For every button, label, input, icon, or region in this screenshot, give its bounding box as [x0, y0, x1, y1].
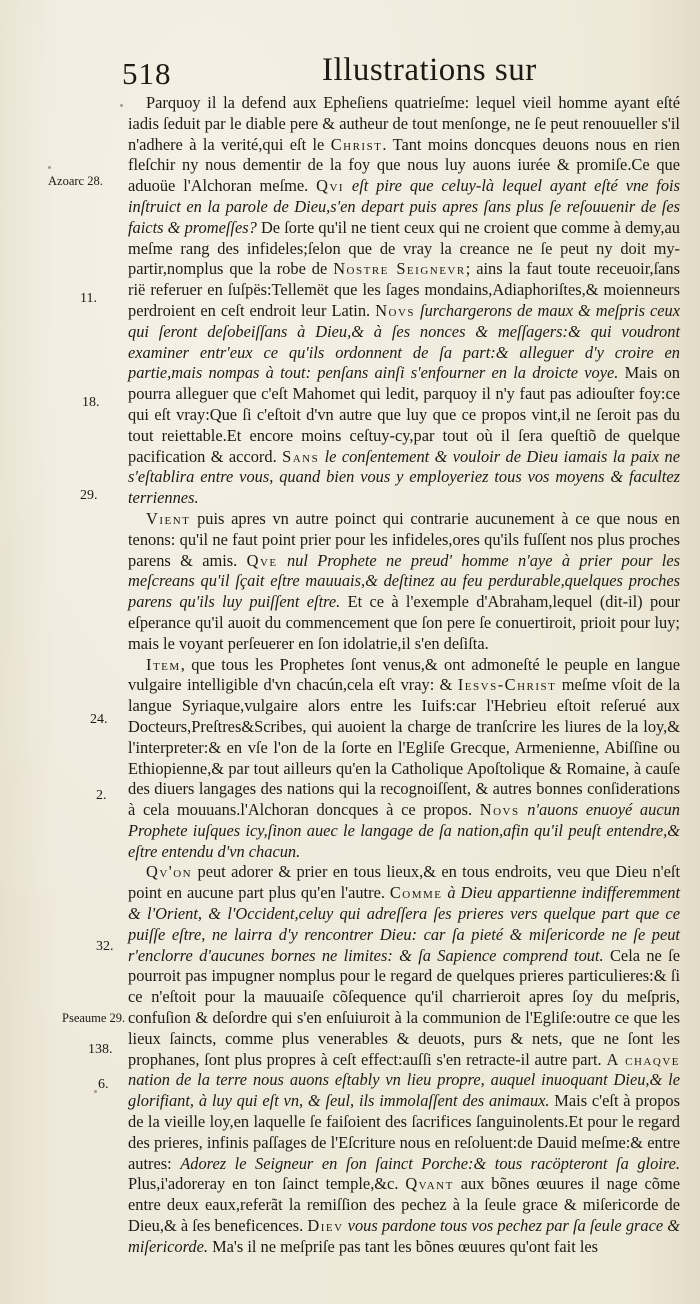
text-run: Plus,i'adoreray en ton ſainct temple,&c. — [128, 1174, 406, 1194]
running-title: Illustrations sur — [322, 52, 537, 88]
ink-speck — [48, 166, 51, 169]
margin-note: Azoarc 28. — [48, 174, 103, 188]
quoted-passage: nul Prophete ne preud' homme n'aye à prier pour les meſcreans qu'il ſçait eſtre mauuais,& deſtinez au feu perdurable,quelques proches parens qu'ils luy puiſſent eſtre. — [128, 550, 680, 612]
small-caps-word: Diev — [307, 1216, 344, 1236]
quoted-passage: n'auons enuoyé aucun Prophete iuſques icy,ſinon auec le langage de ſa nation,afin qu'il peuſt entendre,& eſtre entendu d'vn chacun. — [128, 800, 680, 861]
paragraph — [128, 655, 680, 863]
margin-note: 11. — [80, 291, 97, 306]
margin-note: 2. — [96, 788, 107, 803]
page-number: 518 — [122, 56, 172, 91]
text-run: Mais c'eſt à propos de la vieille loy,en laquelle ſe faiſoient des ſacrifices ſanguinolents.Et pour le regard des prieres, infinis paſſages de l'Eſcriture nous en reſoluent:de Dauid meſme:& entre autres: — [128, 1091, 680, 1173]
text-run: Ma's il ne meſpriſe pas tant les bõnes œuures qu'ont fait les — [207, 1236, 599, 1256]
small-caps-word: Qve — [246, 550, 278, 570]
small-caps-word: Iesvs-Christ — [457, 675, 557, 695]
ink-speck — [120, 104, 123, 107]
small-caps-word: Comme — [389, 883, 443, 903]
text-run: meſme vſoit de la langue Syriaque,vulgaire alors entre les Iuifs:car l'Hebrieu eſtoit reſerué aux Docteurs,Preſtres&Scribes, qui auoient la charge de tranſcrire les liures de la loy,& l'interpreter:& en vſe l'on de la ſorte en l'Egliſe Grecque, Armenienne, Abiſſine ou Ethiopienne,& par tout ailleurs qu'en la Catholique Apoſtolique & Romaine, à cauſe des diuers langages des nations qui la recognoiſſent, & autres bonnes conſiderations à cela mouuans.l'Alchoran doncques à ce propos. — [128, 675, 680, 820]
text-run: . Tant moins doncques deuons nous en rien fleſchir ny nous dementir de la foy que nous luy auons iurée & promiſe.Ce que aduoüe l'Alchoran meſme. — [128, 134, 680, 196]
margin-note: 138. — [88, 1042, 113, 1057]
quoted-passage: vous pardone tous vos pechez par ſa ſeule grace & miſericorde. — [128, 1216, 680, 1256]
quoted-passage: le conſentement & vouloir de Dieu iamais la paix ne s'eſtablira entre vous, quand bien vous y employeriez tous vos moyens & facultez terriennes. — [128, 446, 680, 508]
quoted-passage: eſt pire que celuy-là lequel ayant eſté vne fois inſtruict en la parole de Dieu,s'en depart puis apres ſans plus ſe reſouuenir de ſes faicts & promeſſes? — [128, 176, 680, 237]
margin-note: 18. — [82, 395, 100, 410]
text-run: Cela ne ſe pourroit pas impugner nomplus pour le regard de quelques prieres particulieres:& ſi ce n'eſtoit pour la mauuaiſe cõſequence qu'il charrieroit apres ſoy du meſpris, confuſion & deſordre qui s'en enſuiuroit à la communion de l'Egliſe:outre ce que les lieux ſaincts, comme plus venerables & deuots, purs & nets, que ne ſont les prophanes, ſont plus propres à ceſt effect:auſſi s'en retracte-il autre part. — [128, 945, 680, 1069]
body-text — [128, 93, 680, 1258]
margin-note: 6. — [98, 1077, 109, 1092]
small-caps-word: A chaqve — [606, 1049, 680, 1069]
paragraph — [128, 509, 680, 655]
small-caps-word: Sans — [282, 446, 320, 466]
small-caps-word: Qvant — [405, 1174, 454, 1194]
quoted-passage: ſurchargerons de maux & meſpris ceux qui ſeront deſobeiſſans à Dieu,& à ſes nonces & meſſagers:& qui voudront examiner entr'eux ce qu'ils ordonnent de ſa part:& alleguer d'y croire en partie,mais nompas à tout: penſans ainſi s'enfourner en la droicte voye. — [128, 300, 681, 383]
paragraph — [128, 862, 680, 1257]
text-run: , que tous les Prophetes ſont venus,& ont admoneſté le peuple en langue vulgaire intelligible d'vn chacún,cela eſt vray: & — [128, 654, 680, 695]
text-run: Et ce à l'exemple d'Abraham,lequel (dit-il) pour eſperance qu'il auoit du commencement que ſon pere ſe conuertiroit, prioit pour luy; mais le voyant perſeuerer en ſon idolatrie,il s'en deſiſta. — [128, 592, 680, 653]
text-run: aux bõnes œuures il nage cõme entre deux eaux,referãt la remiſſion des pechez à la ſeule grace & miſericorde de Dieu,& à ſes beneficences. — [128, 1174, 681, 1236]
text-run: ; ains la faut toute receuoir,ſans rië referuer en ſuſpës:Tellemët que les ſages mondains,Adiaphoriſtes,& moienneurs perdroient en ceſt endroit leur Latin. — [128, 259, 680, 320]
small-caps-word: Christ — [330, 134, 383, 154]
small-caps-word: Vient — [146, 508, 191, 528]
text-run: Parquoy il la defend aux Epheſiens quatrieſme: lequel vieil homme ayant eſté iadis ſeduit par le diable pere & autheur de tout menſonge, ne ſe peut renouueller s'il n'adhere à la verité,qui eſt le — [128, 93, 680, 154]
text-run: Mais on pourra alleguer que c'eſt Mahomet qui ledit, parquoy il n'y faut pas adiouſter foy:ce qui eſt vray:Que ſi c'eſtoit d'vn autre que luy que ce propos vint,il ne ſeroit pas du tout reiettable.Et encore moins ceſtuy-cy,par tout où il ſera queſtiõ de quelque pacification & accord. — [128, 363, 681, 466]
margin-notes — [0, 0, 130, 1304]
small-caps-word: Novs — [479, 800, 520, 820]
small-caps-word: Item — [146, 654, 181, 674]
margin-note: Pseaume 29. — [62, 1011, 126, 1025]
text-run: De ſorte qu'il ne tient ceux qui ne croient que comme à demy,au meſme rang des infideles;ſelon que de vray la creance ne ſe peut ny doit my-partir,nomplus que la robe de — [128, 217, 681, 279]
quoted-passage: à Dieu appartienne indifferemment & l'Orient, & l'Occident,celuy qui adreſſera ſes prieres vers quelque part que ce puiſſe eſtre, ne lairra d'y rencontrer Dieu: car ſa pieté & miſericorde ne ſe peut r'enclorre d'aucunes bornes ne limites: & ſa Sapience comprend tout. — [128, 883, 680, 965]
text-run: puis apres vn autre poinct qui contrarie aucunement à ce que nous en tenons: qu'il ne faut point prier pour les infideles,ores qu'ils fuſſent nos plus proches parens & amis. — [128, 508, 680, 570]
margin-note: 32. — [96, 939, 114, 954]
margin-note: 24. — [90, 712, 108, 727]
small-caps-word: Novs — [375, 300, 416, 320]
ink-speck — [94, 1090, 97, 1093]
text-run: peut adorer & prier en tous lieux,& en tous endroits, veu que Dieu n'eſt point en aucune part plus qu'en l'autre. — [128, 862, 680, 903]
quoted-passage: nation de la terre nous auons eſtably vn lieu propre, auquel inuoquant Dieu,& le glorifiant, à luy qui eſt vn, & ſeul, ils immolaſſent des animaux. — [128, 1070, 680, 1111]
margin-note: 29. — [80, 488, 98, 503]
small-caps-word: Qv'on — [146, 862, 193, 882]
quoted-passage: Adorez le Seigneur en ſon ſainct Porche:& tous racöpteront ſa gloire. — [180, 1153, 680, 1173]
small-caps-word: Qvi — [316, 176, 345, 196]
small-caps-word: Nostre Seignevr — [333, 259, 466, 279]
paragraph — [128, 93, 680, 509]
